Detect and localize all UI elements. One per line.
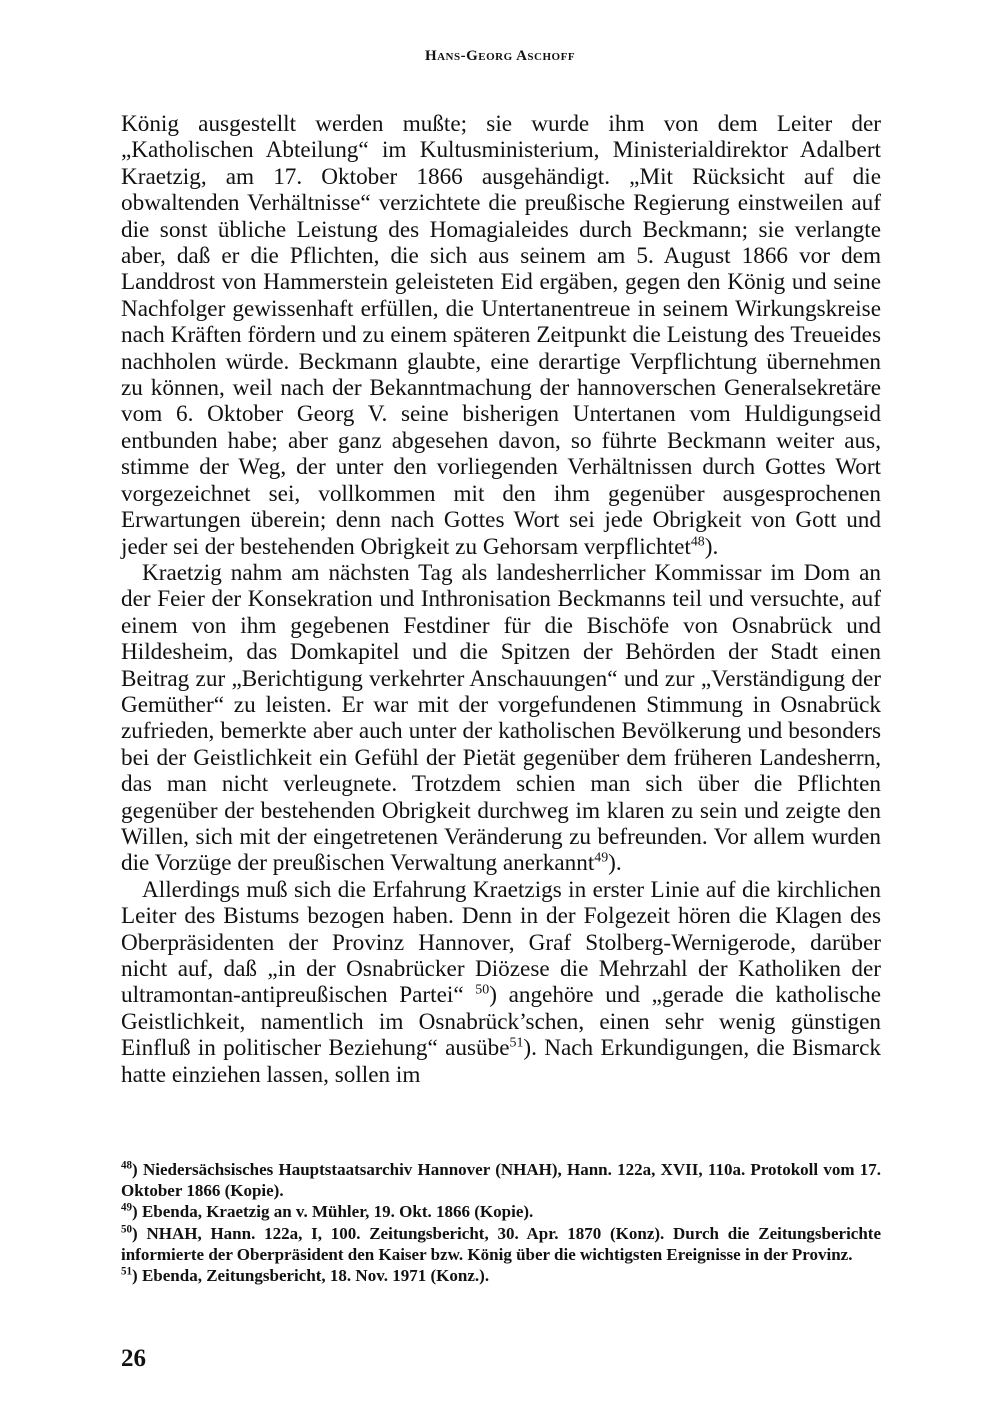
footnote-ref[interactable]: 48 — [690, 533, 705, 549]
paragraph-text: Allerdings muß sich die Erfahrung Kraetzigs in erster Linie auf die kirchlichen Leiter des Bistums bezogen haben. Denn in der Folgezeit hören die Klagen des Oberpräsidenten der Provinz Hannover, Graf Stolberg-Wernigerode, darüber nicht auf, daß „in der Osnabrücker Diözese die Mehrzahl der Katholiken der ultramontan-antipreußischen Partei“ — [121, 876, 881, 1009]
footnote — [121, 1265, 881, 1286]
footnote-text: ) NHAH, Hann. 122a, I, 100. Zeitungsbericht, 30. Apr. 1870 (Konz). Durch die Zeitungsberichte informierte der Oberpräsident den Kaiser bzw. König über die wichtigsten Ereignisse in der Provinz. — [121, 1223, 881, 1264]
paragraph-text: ). Nach Erkundigungen, die Bismarck hatte einziehen lassen, sollen im — [121, 1035, 881, 1088]
footnote-text: ) Ebenda, Kraetzig an v. Mühler, 19. Okt. 1866 (Kopie). — [132, 1202, 534, 1222]
footnote — [121, 1159, 881, 1201]
paragraph-text: ) angehöre und „gerade die katholische Geistlichkeit, namentlich im Osnabrück’schen, einen sehr wenig günstigen Einfluß in politischer Beziehung“ ausübe — [121, 982, 881, 1062]
footnotes — [121, 1159, 881, 1286]
paragraph-tail: ). — [608, 850, 622, 877]
footnote-ref[interactable]: 51 — [509, 1035, 524, 1051]
footnote-number: 49 — [121, 1201, 133, 1214]
page-number: 26 — [121, 1345, 146, 1372]
footnote-text: ) Niedersächsisches Hauptstaatsarchiv Hannover (NHAH), Hann. 122a, XVII, 110a. Protokoll vom 17. Oktober 1866 (Kopie). — [121, 1160, 881, 1201]
main-text — [121, 111, 881, 1088]
paragraph-text: König ausgestellt werden mußte; sie wurde ihm von dem Leiter der „Katholischen Abteilung“ im Kultusministerium, Ministerialdirektor Adalbert Kraetzig, am 17. Oktober 1866 ausgehändigt. „Mit Rücksicht auf die obwaltenden Verhältnisse“ verzichtete die preußische Regierung einstweilen auf die sonst übliche Leistung des Homagialeides durch Beckmann; sie verlangte aber, daß er die Pflichten, die sich aus seinem am 5. August 1866 vor dem Landdrost von Hammerstein geleisteten Eid ergäben, gegen den König und seine Nachfolger gewissenhaft erfüllen, die Untertanentreue in seinem Wirkungskreise nach Kräften fördern und zu einem späteren Zeitpunkt die Leistung des Treueides nachholen würde. Beckmann glaubte, eine derartige Verpflichtung übernehmen zu können, weil nach der Bekanntmachung der hannoverschen Generalsekretäre vom 6. Oktober Georg V. seine bisherigen Untertanen vom Huldigungseid entbunden habe; aber ganz abgesehen davon, so führte Beckmann weiter aus, stimme der Weg, der unter den vorliegenden Verhältnissen durch Gottes Wort vorgezeichnet sei, vollkommen mit den ihm gegenüber ausgesprochenen Erwartungen überein; denn nach Gottes Wort sei jede Obrigkeit von Gott und jeder sei der bestehenden Obrigkeit zu Gehorsam verpflichtet — [121, 111, 881, 560]
paragraph-text: Kraetzig nahm am nächsten Tag als landesherrlicher Kommissar im Dom an der Feier der Konsekration und Inthronisation Beckmanns teil und versuchte, auf einem von ihm gegebenen Festdiner für die Bischöfe von Osnabrück und Hildesheim, das Domkapitel und die Spitzen der Behörden der Stadt einen Beitrag zur „Berichtigung verkehrter Anschauungen“ und zur „Verständigung der Gemüther“ zu leisten. Er war mit der vorgefundenen Stimmung in Osnabrück zufrieden, bemerkte aber auch unter der katholischen Bevölkerung und besonders bei der Geistlichkeit ein Gefühl der Pietät gegenüber dem früheren Landesherrn, das man nicht verleugnete. Trotzdem schien man sich über die Pflichten gegenüber der bestehenden Obrigkeit durchweg im klaren zu sein und zeigte den Willen, sich mit der eingetretenen Veränderung zu befreunden. Vor allem wurden die Vorzüge der preußischen Verwaltung anerkannt — [121, 559, 881, 877]
footnote-ref[interactable]: 50 — [475, 982, 490, 998]
paragraph-2 — [121, 560, 881, 877]
paragraph-3 — [121, 877, 881, 1088]
running-head: Hans-Georg Aschoff — [424, 48, 576, 64]
footnote — [121, 1223, 881, 1265]
footnote-ref[interactable]: 49 — [594, 850, 609, 866]
paragraph-1 — [121, 111, 881, 560]
footnote-number: 50 — [121, 1222, 133, 1235]
footnote-text: ) Ebenda, Zeitungsbericht, 18. Nov. 1971 (Konz.). — [132, 1266, 490, 1286]
paragraph-tail: ). — [704, 533, 719, 560]
footnote-number: 48 — [121, 1159, 133, 1172]
footnote-number: 51 — [121, 1265, 133, 1278]
footnote — [121, 1201, 881, 1222]
